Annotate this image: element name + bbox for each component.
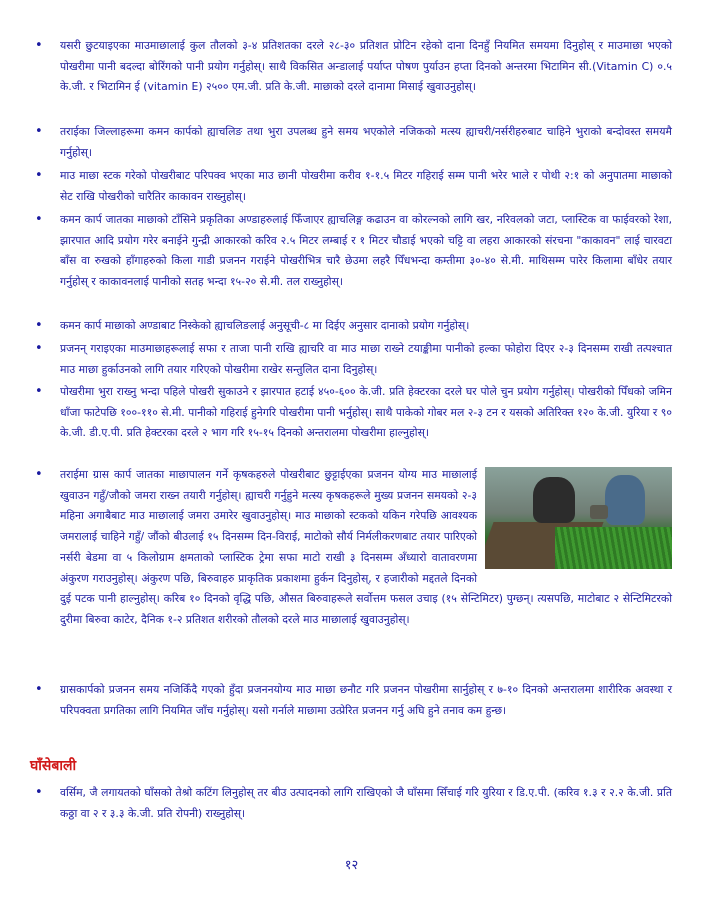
photo-fodder-nursery xyxy=(485,467,672,569)
bullet-item: • यसरी छुटयाइएका माउमाछालाई कुल तौलको ३-४ प्रतिशतका दरले २८-३० प्रतिशत प्रोटिन रहेको दाना दिनहुँ नियमित समयमा दिनुहोस् र माउमाछा भएको पोखरीमा पानी बदल्दा बोरिंगको पानी प्रयोग गर्नुहोस्। साथै विकसित अन्डालाई पर्याप्त पोषण पुर्याउन हप्ता दिनको अन्तरमा भिटामिन सी.(Vitamin C) ०.५ के.जी. र भिटामिन ई (vitamin E) २५०० एम.जी. प्रति के.जी. माछाको दरले दानामा मिसाई खुवाउनुहोस्। xyxy=(60,36,672,98)
bullet-item: • तराईका जिल्लाहरूमा कमन कार्पको ह्याचलिङ तथा भुरा उपलब्ध हुने समय भएकोले नजिकको मत्स्य ह्याचरी/नर्सरीहरुबाट चाहिने भुराको बन्दोवस्त समयमै गर्नुहोस्। xyxy=(60,122,672,163)
bullet-item: • माउ माछा स्टक गरेको पोखरीबाट परिपक्व भएका माउ छानी पोखरीमा करीव १-१.५ मिटर गहिराई सम्म पानी भरेर भाले र पोथी २:१ को अनुपातमा माछाको सेट राखि पोखरीको चारैतिर काकावन राख्नुहोस्। xyxy=(60,166,672,207)
bullet-item: • कमन कार्प जातका माछाको टाँसिने प्रकृतिका अण्डाहरुलाई फिँजाएर ह्याचलिङ्ग कढाउन वा कोरल्नको लागि खर, नरिवलको जटा, प्लास्टिक वा फाईवरको रेशा, झारपात आदि प्रयोग गरेर बनाईने गुन्द्री आकारको करिव २.५ मिटर लम्बाई र १ मिटर चौडाई भएको चट्टि वा लहरा आकारको संरचना "काकावन" लाई चारवटा बाँस वा रुखको हाँगाहरुको किला गाडी प्रजनन गराईने पोखरीभित्र चारै छेउमा लहरै पिँधभन्दा कम्तीमा ३०-४० से.मी. माथिसम्म पारेर किलामा बाँधेर तयार गर्नुहोस् र काकावनलाई पानीको सतह भन्दा १५-२० से.मी. तल राख्नुहोस्। xyxy=(60,210,672,293)
bullet-item-with-photo xyxy=(60,465,672,631)
section-heading: घाँसेबाली xyxy=(30,758,77,774)
bullet-item: • पोखरीमा भुरा राख्नु भन्दा पहिले पोखरी सुकाउने र झारपात हटाई ४५०-६०० के.जी. प्रति हेक्टरका दरले घर पोले चुन प्रयोग गर्नुहोस्। पोखरीको पिँधको जमिन धाँजा फाटेपछि १००-११० से.मी. पानीको गहिराई हुनेगरि पोखरीमा पानी भर्नुहोस्। साथै पाकेको गोबर मल २-३ टन र यसको अतिरिक्त १२० के.जी. युरिया र ९० के.जी. डी.ए.पी. प्रति हेक्टरका दरले २ भाग गरि १५-१५ दिनको अन्तरालमा पोखरीमा हाल्नुहोस्। xyxy=(60,382,672,444)
bullet-item: • ग्रासकार्पको प्रजनन समय नजिकिँदै गएको हुँदा प्रजननयोग्य माउ माछा छनौट गरि प्रजनन पोखरीमा सार्नुहोस् र ७-१० दिनको अन्तरालमा शारीरिक अवस्था र परिपक्वता प्रगतिका लागि नियमित जाँच गर्नुहोस्। यसो गर्नाले माछामा उत्प्रेरित प्रजनन गर्नु अघि हुने तनाव कम हुन्छ। xyxy=(60,680,672,721)
bullet-item: • प्रजनन् गराइएका माउमाछाहरूलाई सफा र ताजा पानी राखि ह्याचरि वा माउ माछा राख्ने टयाङ्कीमा पानीको हल्का फोहोरा दिएर २-३ दिनसम्म राखी तत्पश्चात माउ माछा हुर्काउनको लागि तयार गरिएको पोखरीमा राखेर सन्तुलित दाना दिनुहोस्। xyxy=(60,339,672,380)
bullet-item-text: तराईमा ग्रास कार्प जातका माछापालन गर्ने कृषकहरुले पोखरीबाट छुट्टाईएका प्रजनन योग्य माउ माछालाई खुवाउन गहुँ/जौको जमरा राख्न तयारी गर्नुहोस्। ह्याचरी गर्नुहुने मत्स्य कृषकहरूले मुख्य प्रजनन समयको २-३ महिना अगाबैबाट माउ माछालाई जमरा उमारेर खुवाउनुहोस्। माउ माछाको स्टकको यकिन गरेपछि आवश्यक जमरालाई चाहिने गहुँ/ जौंको बीउलाई १५ दिनसम्म दिन-विराई, माटोको सौर्य निर्मलीकरणबाट तयार पारिएको नर्सरी बेडमा वा ५ किलोग्राम क्षमताको प्लास्टिक ट्रेमा सफा माटो राखी ३ दिनसम्म अँध्यारो वातावरणमा अंकुरण गराउनुहोस्। अंकुरण पछि, बिरुवाहरु प्राकृतिक प्रकाशमा हुर्कन दिनुहोस्, र हजारीको मद्दतले दिनको दुई पटक पानी हाल्नुहोस्। करिब १० दिनको वृद्धि पछि, औसत बिरुवाहरूले सर्वोत्तम फसल उचाइ (१५ सेन्टिमिटर) पुग्छन्। त्यसपछि, माटोबाट २ सेन्टिमिटरको दुरीमा बिरुवा काटेर, दैनिक १-२ प्रतिशत शरीरको तौलको दरले माउ माछालाई खुवाउनुहोस्। xyxy=(60,468,672,626)
page-number: १२ xyxy=(344,858,359,873)
bullet-item: • कमन कार्प माछाको अण्डाबाट निस्केको ह्याचलिङलाई अनुसूची-८ मा दिईए अनुसार दानाको प्रयोग गर्नुहोस्। xyxy=(60,316,672,337)
bullet-item: • वर्सिम, जै लगायतको घाँसको तेश्रो कटिंग लिनुहोस् तर बीउ उत्पादनको लागि राखिएको जै घाँसमा सिँचाई गरि युरिया र डि.ए.पी. (करिव १.३ र २.२ के.जी. प्रति कठ्ठा वा २ र ३.३ के.जी. प्रति रोपनी) राख्नुहोस्। xyxy=(60,783,672,824)
